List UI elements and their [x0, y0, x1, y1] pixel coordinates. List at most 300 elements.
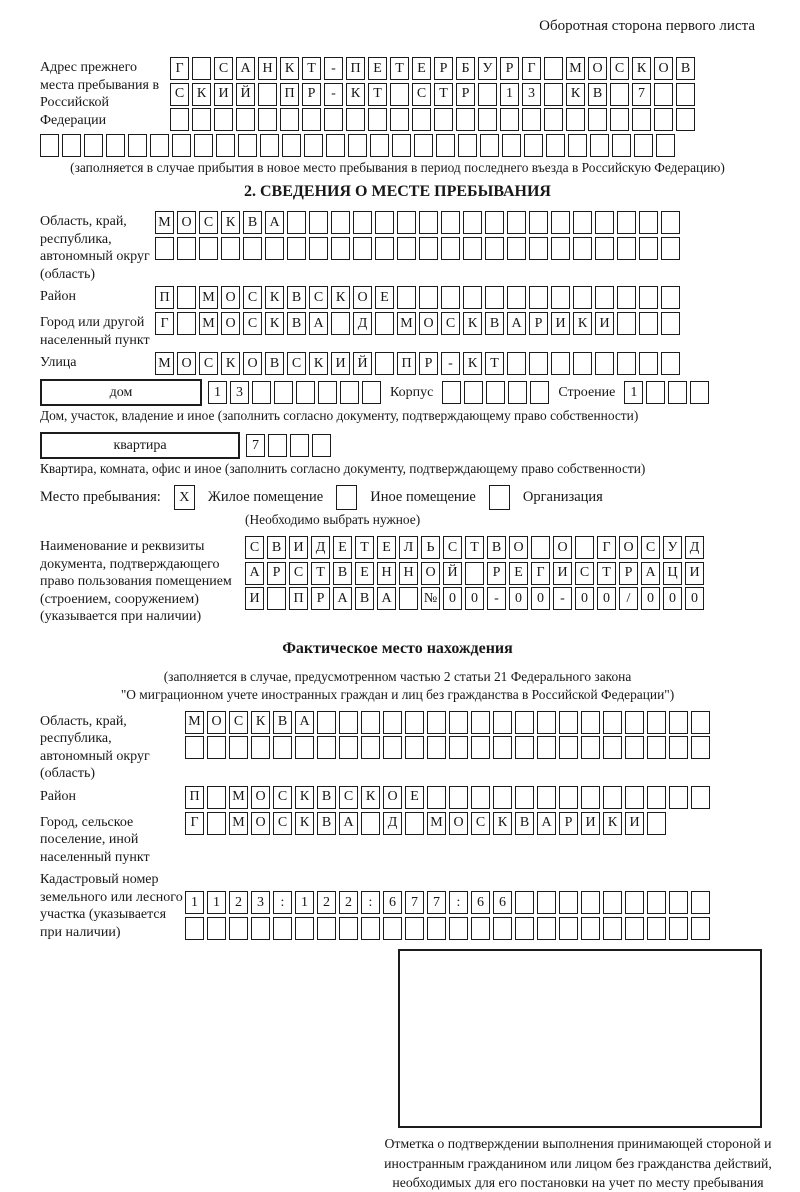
char-box[interactable]	[399, 587, 418, 610]
char-box[interactable]	[617, 286, 636, 309]
char-box[interactable]	[221, 237, 240, 260]
char-box[interactable]: :	[273, 891, 292, 914]
char-box[interactable]	[581, 786, 600, 809]
char-box[interactable]: В	[267, 536, 286, 559]
char-box[interactable]: 0	[465, 587, 484, 610]
char-box[interactable]	[383, 917, 402, 940]
char-box[interactable]	[390, 83, 409, 106]
char-box[interactable]: Г	[531, 562, 550, 585]
char-box[interactable]	[405, 812, 424, 835]
char-box[interactable]	[471, 736, 490, 759]
char-box[interactable]: А	[339, 812, 358, 835]
char-box[interactable]	[172, 134, 191, 157]
char-box[interactable]: К	[346, 83, 365, 106]
char-box[interactable]	[478, 108, 497, 131]
char-box[interactable]	[529, 286, 548, 309]
char-box[interactable]	[661, 312, 680, 335]
char-box[interactable]	[625, 711, 644, 734]
char-box[interactable]: :	[449, 891, 468, 914]
char-box[interactable]	[524, 134, 543, 157]
char-box[interactable]: К	[280, 57, 299, 80]
char-box[interactable]	[480, 134, 499, 157]
char-box[interactable]: Н	[399, 562, 418, 585]
char-box[interactable]	[639, 352, 658, 375]
char-box[interactable]	[625, 786, 644, 809]
char-box[interactable]	[676, 83, 695, 106]
char-box[interactable]	[412, 108, 431, 131]
char-box[interactable]	[544, 108, 563, 131]
char-box[interactable]	[581, 711, 600, 734]
char-box[interactable]: К	[331, 286, 350, 309]
char-box[interactable]: И	[553, 562, 572, 585]
char-box[interactable]: М	[155, 211, 174, 234]
char-box[interactable]: К	[251, 711, 270, 734]
char-box[interactable]: А	[265, 211, 284, 234]
char-box[interactable]	[317, 736, 336, 759]
char-box[interactable]	[170, 108, 189, 131]
char-box[interactable]	[207, 812, 226, 835]
char-box[interactable]: П	[185, 786, 204, 809]
char-box[interactable]: Т	[597, 562, 616, 585]
char-box[interactable]: 3	[230, 381, 249, 404]
char-box[interactable]: С	[245, 536, 264, 559]
char-box[interactable]: К	[603, 812, 622, 835]
char-box[interactable]	[258, 108, 277, 131]
char-box[interactable]	[537, 917, 556, 940]
char-box[interactable]: К	[221, 211, 240, 234]
char-box[interactable]	[397, 237, 416, 260]
char-box[interactable]: К	[295, 786, 314, 809]
char-box[interactable]	[339, 917, 358, 940]
char-box[interactable]	[537, 786, 556, 809]
char-box[interactable]: О	[251, 786, 270, 809]
char-box[interactable]	[368, 108, 387, 131]
char-box[interactable]: В	[485, 312, 504, 335]
char-box[interactable]	[331, 312, 350, 335]
char-box[interactable]: №	[421, 587, 440, 610]
char-box[interactable]	[537, 736, 556, 759]
char-box[interactable]: Р	[456, 83, 475, 106]
char-box[interactable]	[464, 381, 483, 404]
char-box[interactable]	[634, 134, 653, 157]
char-box[interactable]	[566, 108, 585, 131]
char-box[interactable]: Р	[500, 57, 519, 80]
char-box[interactable]	[493, 786, 512, 809]
char-box[interactable]	[106, 134, 125, 157]
char-box[interactable]: О	[419, 312, 438, 335]
char-box[interactable]	[559, 711, 578, 734]
char-box[interactable]: И	[551, 312, 570, 335]
char-box[interactable]: 0	[597, 587, 616, 610]
char-box[interactable]: О	[221, 312, 240, 335]
char-box[interactable]: О	[207, 711, 226, 734]
char-box[interactable]: В	[355, 587, 374, 610]
char-box[interactable]	[397, 211, 416, 234]
char-box[interactable]	[507, 211, 526, 234]
char-box[interactable]: К	[221, 352, 240, 375]
char-box[interactable]: 0	[509, 587, 528, 610]
char-box[interactable]	[405, 711, 424, 734]
char-box[interactable]	[493, 917, 512, 940]
char-box[interactable]: В	[317, 812, 336, 835]
char-box[interactable]: Ь	[421, 536, 440, 559]
char-box[interactable]: В	[243, 211, 262, 234]
char-box[interactable]: К	[463, 352, 482, 375]
char-box[interactable]: Й	[443, 562, 462, 585]
char-box[interactable]: С	[289, 562, 308, 585]
char-box[interactable]	[383, 711, 402, 734]
char-box[interactable]: О	[509, 536, 528, 559]
char-box[interactable]	[610, 83, 629, 106]
char-box[interactable]	[185, 917, 204, 940]
char-box[interactable]	[434, 108, 453, 131]
char-box[interactable]: В	[515, 812, 534, 835]
char-box[interactable]: Б	[456, 57, 475, 80]
char-box[interactable]	[500, 108, 519, 131]
char-box[interactable]: 1	[500, 83, 519, 106]
char-box[interactable]	[238, 134, 257, 157]
char-box[interactable]	[617, 312, 636, 335]
char-box[interactable]	[309, 211, 328, 234]
char-box[interactable]	[515, 917, 534, 940]
char-box[interactable]	[84, 134, 103, 157]
char-box[interactable]: Д	[311, 536, 330, 559]
char-box[interactable]: О	[553, 536, 572, 559]
char-box[interactable]: П	[346, 57, 365, 80]
char-box[interactable]	[529, 352, 548, 375]
char-box[interactable]	[458, 134, 477, 157]
char-box[interactable]	[568, 134, 587, 157]
char-box[interactable]: К	[573, 312, 592, 335]
char-box[interactable]: Р	[529, 312, 548, 335]
char-box[interactable]	[647, 812, 666, 835]
char-box[interactable]	[551, 286, 570, 309]
char-box[interactable]	[691, 891, 710, 914]
char-box[interactable]	[427, 917, 446, 940]
char-box[interactable]: С	[610, 57, 629, 80]
char-box[interactable]: 2	[229, 891, 248, 914]
char-box[interactable]: А	[641, 562, 660, 585]
char-box[interactable]: С	[243, 312, 262, 335]
char-box[interactable]: К	[361, 786, 380, 809]
char-box[interactable]	[243, 237, 262, 260]
char-box[interactable]	[625, 891, 644, 914]
char-box[interactable]: -	[553, 587, 572, 610]
char-box[interactable]	[595, 237, 614, 260]
char-box[interactable]: К	[192, 83, 211, 106]
char-box[interactable]	[353, 237, 372, 260]
char-box[interactable]	[436, 134, 455, 157]
char-box[interactable]	[463, 237, 482, 260]
char-box[interactable]	[507, 237, 526, 260]
char-box[interactable]: А	[245, 562, 264, 585]
char-box[interactable]: С	[339, 786, 358, 809]
char-box[interactable]: Т	[390, 57, 409, 80]
char-box[interactable]: 2	[317, 891, 336, 914]
char-box[interactable]	[419, 237, 438, 260]
char-box[interactable]	[128, 134, 147, 157]
char-box[interactable]	[515, 736, 534, 759]
char-box[interactable]: С	[575, 562, 594, 585]
char-box[interactable]	[647, 786, 666, 809]
char-box[interactable]	[62, 134, 81, 157]
char-box[interactable]	[617, 211, 636, 234]
char-box[interactable]	[617, 352, 636, 375]
char-box[interactable]: В	[588, 83, 607, 106]
char-box[interactable]: 2	[339, 891, 358, 914]
char-box[interactable]	[441, 286, 460, 309]
char-box[interactable]: /	[619, 587, 638, 610]
char-box[interactable]	[603, 786, 622, 809]
char-box[interactable]	[296, 381, 315, 404]
char-box[interactable]	[405, 917, 424, 940]
char-box[interactable]	[485, 286, 504, 309]
char-box[interactable]	[465, 562, 484, 585]
char-box[interactable]: О	[221, 286, 240, 309]
char-box[interactable]: Н	[258, 57, 277, 80]
char-box[interactable]	[194, 134, 213, 157]
char-box[interactable]	[515, 786, 534, 809]
char-box[interactable]	[471, 711, 490, 734]
char-box[interactable]: А	[377, 587, 396, 610]
char-box[interactable]	[639, 237, 658, 260]
char-box[interactable]	[265, 237, 284, 260]
char-box[interactable]	[478, 83, 497, 106]
char-box[interactable]	[625, 736, 644, 759]
char-box[interactable]	[676, 108, 695, 131]
char-box[interactable]: Р	[302, 83, 321, 106]
char-box[interactable]	[610, 108, 629, 131]
char-box[interactable]: С	[170, 83, 189, 106]
char-box[interactable]: А	[333, 587, 352, 610]
char-box[interactable]	[273, 917, 292, 940]
char-box[interactable]: Р	[434, 57, 453, 80]
char-box[interactable]	[471, 917, 490, 940]
char-box[interactable]: К	[295, 812, 314, 835]
char-box[interactable]: С	[309, 286, 328, 309]
char-box[interactable]	[603, 736, 622, 759]
char-box[interactable]	[331, 237, 350, 260]
char-box[interactable]: С	[273, 812, 292, 835]
char-box[interactable]	[216, 134, 235, 157]
char-box[interactable]	[573, 211, 592, 234]
char-box[interactable]	[40, 134, 59, 157]
char-box[interactable]	[529, 211, 548, 234]
char-box[interactable]: О	[383, 786, 402, 809]
char-box[interactable]	[361, 711, 380, 734]
char-box[interactable]: И	[625, 812, 644, 835]
char-box[interactable]: Е	[375, 286, 394, 309]
char-box[interactable]	[207, 917, 226, 940]
char-box[interactable]: 6	[493, 891, 512, 914]
char-box[interactable]	[559, 891, 578, 914]
char-box[interactable]	[632, 108, 651, 131]
char-box[interactable]	[690, 381, 709, 404]
char-box[interactable]	[312, 434, 331, 457]
char-box[interactable]	[449, 917, 468, 940]
char-box[interactable]: 7	[632, 83, 651, 106]
char-box[interactable]: И	[331, 352, 350, 375]
char-box[interactable]	[661, 237, 680, 260]
char-box[interactable]: 0	[641, 587, 660, 610]
char-box[interactable]	[361, 917, 380, 940]
char-box[interactable]: 6	[471, 891, 490, 914]
char-box[interactable]: М	[397, 312, 416, 335]
char-box[interactable]: П	[397, 352, 416, 375]
char-box[interactable]: Т	[465, 536, 484, 559]
char-box[interactable]	[207, 786, 226, 809]
char-box[interactable]: С	[443, 536, 462, 559]
char-box[interactable]	[588, 108, 607, 131]
char-box[interactable]: 0	[685, 587, 704, 610]
char-box[interactable]	[390, 108, 409, 131]
char-box[interactable]: К	[632, 57, 651, 80]
char-box[interactable]	[318, 381, 337, 404]
char-box[interactable]	[537, 891, 556, 914]
char-box[interactable]: О	[449, 812, 468, 835]
char-box[interactable]: О	[251, 812, 270, 835]
char-box[interactable]: Й	[236, 83, 255, 106]
char-box[interactable]: Т	[311, 562, 330, 585]
char-box[interactable]	[493, 711, 512, 734]
char-box[interactable]	[508, 381, 527, 404]
char-box[interactable]: У	[663, 536, 682, 559]
char-box[interactable]: Т	[355, 536, 374, 559]
char-box[interactable]: Г	[185, 812, 204, 835]
char-box[interactable]	[339, 736, 358, 759]
char-box[interactable]	[414, 134, 433, 157]
char-box[interactable]	[397, 286, 416, 309]
char-box[interactable]	[361, 812, 380, 835]
char-box[interactable]	[691, 917, 710, 940]
char-box[interactable]	[581, 891, 600, 914]
char-box[interactable]: С	[229, 711, 248, 734]
char-box[interactable]	[573, 286, 592, 309]
char-box[interactable]	[340, 381, 359, 404]
char-box[interactable]	[463, 286, 482, 309]
char-box[interactable]	[192, 57, 211, 80]
char-box[interactable]	[575, 536, 594, 559]
char-box[interactable]	[573, 237, 592, 260]
char-box[interactable]	[529, 237, 548, 260]
char-box[interactable]: А	[309, 312, 328, 335]
char-box[interactable]	[669, 736, 688, 759]
char-box[interactable]: К	[309, 352, 328, 375]
char-box[interactable]: О	[353, 286, 372, 309]
char-box[interactable]	[449, 711, 468, 734]
char-box[interactable]	[251, 917, 270, 940]
char-box[interactable]	[302, 108, 321, 131]
char-box[interactable]: О	[654, 57, 673, 80]
char-box[interactable]	[287, 237, 306, 260]
char-box[interactable]: Г	[170, 57, 189, 80]
char-box[interactable]	[522, 108, 541, 131]
char-box[interactable]: К	[493, 812, 512, 835]
char-box[interactable]	[691, 711, 710, 734]
char-box[interactable]	[647, 917, 666, 940]
char-box[interactable]	[199, 237, 218, 260]
char-box[interactable]	[639, 312, 658, 335]
char-box[interactable]	[274, 381, 293, 404]
char-box[interactable]	[449, 736, 468, 759]
char-box[interactable]	[258, 83, 277, 106]
char-box[interactable]	[392, 134, 411, 157]
char-box[interactable]	[260, 134, 279, 157]
char-box[interactable]	[362, 381, 381, 404]
char-box[interactable]: -	[487, 587, 506, 610]
char-box[interactable]	[559, 786, 578, 809]
char-box[interactable]: Р	[419, 352, 438, 375]
char-box[interactable]: В	[487, 536, 506, 559]
char-box[interactable]: Е	[405, 786, 424, 809]
char-box[interactable]	[267, 587, 286, 610]
char-box[interactable]	[544, 83, 563, 106]
char-box[interactable]	[647, 711, 666, 734]
char-box[interactable]: И	[685, 562, 704, 585]
checkbox-organization[interactable]	[489, 485, 510, 510]
char-box[interactable]: С	[471, 812, 490, 835]
char-box[interactable]	[370, 134, 389, 157]
char-box[interactable]	[485, 237, 504, 260]
char-box[interactable]	[661, 352, 680, 375]
char-box[interactable]: М	[229, 812, 248, 835]
char-box[interactable]	[603, 917, 622, 940]
char-box[interactable]	[669, 891, 688, 914]
char-box[interactable]: 7	[246, 434, 265, 457]
char-box[interactable]: 0	[663, 587, 682, 610]
checkbox-residential[interactable]: X	[174, 485, 195, 510]
char-box[interactable]: С	[441, 312, 460, 335]
char-box[interactable]	[691, 786, 710, 809]
char-box[interactable]	[463, 211, 482, 234]
char-box[interactable]	[287, 211, 306, 234]
char-box[interactable]: 7	[427, 891, 446, 914]
char-box[interactable]: Д	[383, 812, 402, 835]
char-box[interactable]	[192, 108, 211, 131]
char-box[interactable]: Т	[368, 83, 387, 106]
char-box[interactable]: У	[478, 57, 497, 80]
char-box[interactable]	[515, 891, 534, 914]
char-box[interactable]: П	[280, 83, 299, 106]
char-box[interactable]	[375, 211, 394, 234]
char-box[interactable]	[177, 286, 196, 309]
char-box[interactable]	[405, 736, 424, 759]
char-box[interactable]	[471, 786, 490, 809]
char-box[interactable]	[531, 536, 550, 559]
char-box[interactable]	[661, 286, 680, 309]
char-box[interactable]: А	[236, 57, 255, 80]
char-box[interactable]: Р	[559, 812, 578, 835]
char-box[interactable]	[155, 237, 174, 260]
char-box[interactable]: Н	[377, 562, 396, 585]
char-box[interactable]	[252, 381, 271, 404]
char-box[interactable]: И	[289, 536, 308, 559]
char-box[interactable]	[507, 352, 526, 375]
char-box[interactable]	[317, 711, 336, 734]
char-box[interactable]: Г	[155, 312, 174, 335]
char-box[interactable]: Р	[487, 562, 506, 585]
char-box[interactable]: Д	[353, 312, 372, 335]
char-box[interactable]	[507, 286, 526, 309]
char-box[interactable]	[326, 134, 345, 157]
char-box[interactable]: -	[324, 83, 343, 106]
char-box[interactable]: О	[421, 562, 440, 585]
char-box[interactable]	[441, 211, 460, 234]
char-box[interactable]: И	[214, 83, 233, 106]
char-box[interactable]: М	[155, 352, 174, 375]
char-box[interactable]	[419, 211, 438, 234]
char-box[interactable]	[229, 917, 248, 940]
